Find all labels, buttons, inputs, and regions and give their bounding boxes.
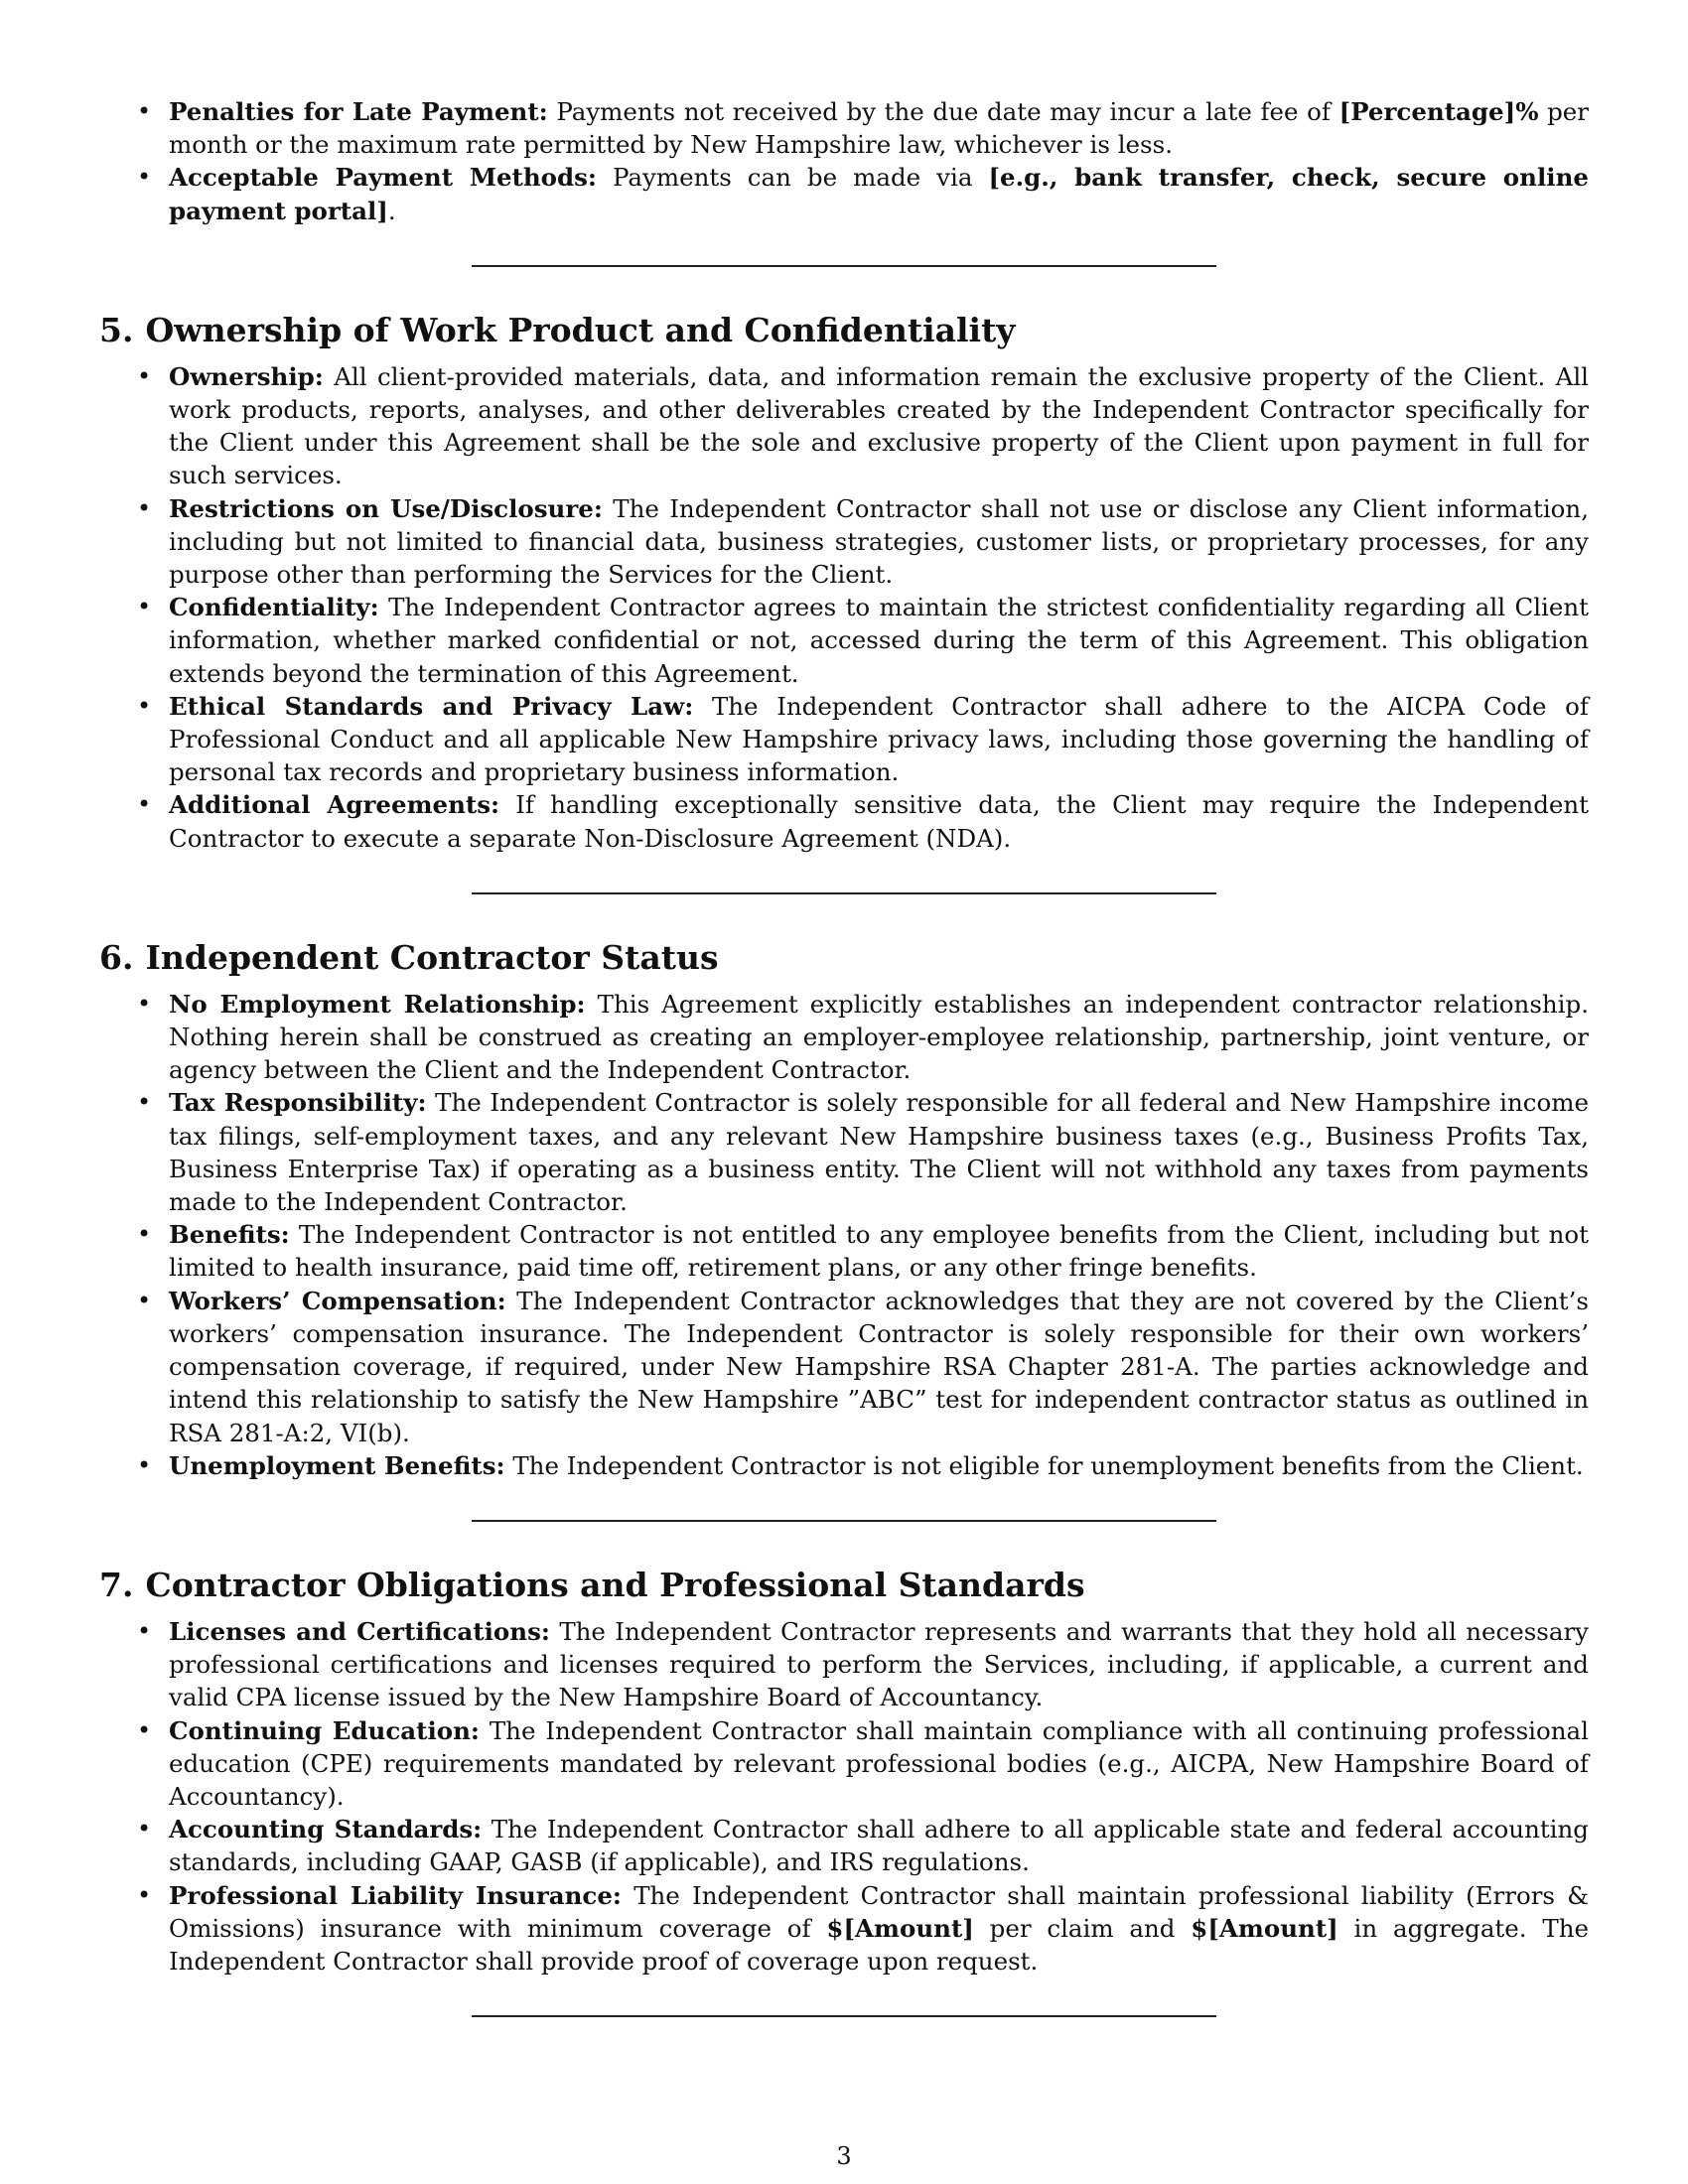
list-item: • Penalties for Late Payment: Payments not received by the due date may incur a late fee of [Percentage]% per month or the maximum rate permitted by New Hampshire law, whichever is less. (99, 95, 1589, 161)
list-item: • Ownership: All client-provided materials, data, and information remain the exclusive property of the Client. All work products, reports, analyses, and other deliverables created by the Independent Contractor specifically for the Client under this Agreement shall be the sole and exclusive property of the Client upon payment in full for such services. (99, 360, 1589, 492)
list-item: • Unemployment Benefits: The Independent Contractor is not eligible for unemployment benefits from the Client. (99, 1449, 1589, 1482)
item-label: Acceptable Payment Methods: (169, 163, 597, 193)
section-heading: 5. Ownership of Work Product and Confidentiality (99, 310, 1016, 349)
section-list (99, 988, 1589, 1482)
payment-terms-list (99, 95, 1589, 227)
list-item: • Acceptable Payment Methods: Payments can be made via [e.g., bank transfer, check, secure online payment portal]. (99, 161, 1589, 226)
list-item: • Tax Responsibility: The Independent Contractor is solely responsible for all federal and New Hampshire income tax filings, self-employment taxes, and any relevant New Hampshire business taxes (e.g., Business Profits Tax, Business Enterprise Tax) if operating as a business entity. The Client will not withhold any taxes from payments made to the Independent Contractor. (99, 1086, 1589, 1218)
list-item: • Accounting Standards: The Independent Contractor shall adhere to all applicable state and federal accounting standards, including GAAP, GASB (if applicable), and IRS regulations. (99, 1813, 1589, 1878)
section-list (99, 360, 1589, 855)
section-divider (472, 1520, 1216, 1522)
list-item: • Additional Agreements: If handling exceptionally sensitive data, the Client may require the Independent Contractor to execute a separate Non-Disclosure Agreement (NDA). (99, 788, 1589, 854)
page-number: 3 (836, 2142, 852, 2170)
list-item: • No Employment Relationship: This Agreement explicitly establishes an independent contractor relationship. Nothing herein shall be construed as creating an employer-employee relationship, partnership, joint venture, or agency between the Client and the Independent Contractor. (99, 988, 1589, 1087)
list-item: • Ethical Standards and Privacy Law: The Independent Contractor shall adhere to the AICPA Code of Professional Conduct and all applicable New Hampshire privacy laws, including those governing the handling of personal tax records and proprietary business information. (99, 690, 1589, 789)
list-item: • Restrictions on Use/Disclosure: The Independent Contractor shall not use or disclose any Client information, including but not limited to financial data, business strategies, customer lists, or proprietary processes, for any purpose other than performing the Services for the Client. (99, 492, 1589, 592)
list-item: • Benefits: The Independent Contractor is not entitled to any employee benefits from the Client, including but not limited to health insurance, paid time off, retirement plans, or any other fringe benefits. (99, 1218, 1589, 1284)
section-heading: 6. Independent Contractor Status (99, 937, 719, 977)
section-heading: 7. Contractor Obligations and Professional Standards (99, 1565, 1085, 1604)
list-item: • Confidentiality: The Independent Contractor agrees to maintain the strictest confidentiality regarding all Client information, whether marked confidential or not, accessed during the term of this Agreement. This obligation extends beyond the termination of this Agreement. (99, 591, 1589, 690)
list-item: • Licenses and Certifications: The Independent Contractor represents and warrants that they hold all necessary professional certifications and licenses required to perform the Services, including, if applicable, a current and valid CPA license issued by the New Hampshire Board of Accountancy. (99, 1615, 1589, 1714)
list-item: • Workers’ Compensation: The Independent Contractor acknowledges that they are not covered by the Client’s workers’ compensation insurance. The Independent Contractor is solely responsible for their own workers’ compensation coverage, if required, under New Hampshire RSA Chapter 281-A. The parties acknowledge and intend this relationship to satisfy the New Hampshire ”ABC” test for independent contractor status as outlined in RSA 281-A:2, VI(b). (99, 1285, 1589, 1449)
section-divider (472, 2015, 1216, 2017)
list-item: • Continuing Education: The Independent Contractor shall maintain compliance with all continuing professional education (CPE) requirements mandated by relevant professional bodies (e.g., AICPA, New Hampshire Board of Accountancy). (99, 1714, 1589, 1814)
list-item: • Professional Liability Insurance: The Independent Contractor shall maintain professional liability (Errors & Omissions) insurance with minimum coverage of $[Amount] per claim and $[Amount] in aggregate. The Independent Contractor shall provide proof of coverage upon request. (99, 1879, 1589, 1979)
item-label: Penalties for Late Payment: (169, 97, 548, 126)
section-list (99, 1615, 1589, 1978)
section-divider (472, 892, 1216, 894)
document-page (99, 95, 1589, 2017)
section-divider (472, 265, 1216, 267)
